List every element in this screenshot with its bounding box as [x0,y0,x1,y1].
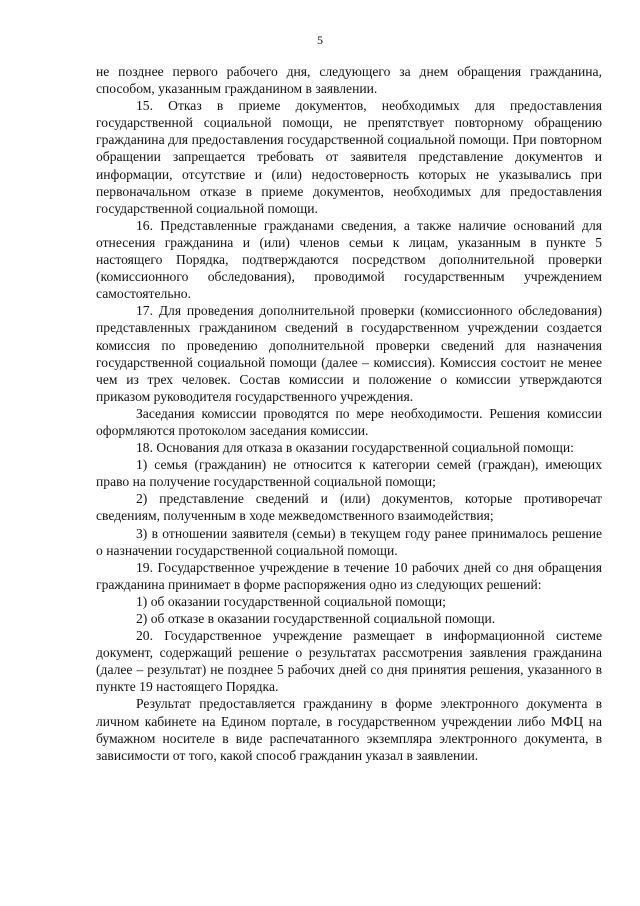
document-body [96,63,602,764]
paragraph-18: 18. Основания для отказа в оказании государственной социальной помощи: [136,440,574,456]
paragraph-19: 19. Государственное учреждение в течение 10 рабочих дней со дня обращения гражданина принимает в форме распоряжения одно из следующих решений: [96,559,602,592]
paragraph-18-item-3: 3) в отношении заявителя (семьи) в текущем году ранее принималось решение о назначении государственной социальной помощи. [96,525,602,558]
page-number: 5 [317,33,323,47]
paragraph-18-item-1: 1) семья (гражданин) не относится к категории семей (граждан), имеющих право на получение государственной социальной помощи; [96,457,602,490]
paragraph-19-item-1: 1) об оказании государственной социальной помощи; [136,593,446,609]
paragraph-17: 17. Для проведения дополнительной проверки (комиссионного обследования) представленных гражданином сведений в государственном учреждении создается комиссия по проведению дополнительной проверки сведений для назначения государственной социальной помощи (далее – комиссия). Комиссия состоит не менее чем из трех человек. Состав комиссии и положение о комиссии утверждаются приказом руководителя государственного учреждения. [96,303,602,404]
paragraph-17-commission-meetings: Заседания комиссии проводятся по мере необходимости. Решения комиссии оформляются протоколом заседания комиссии. [96,405,602,438]
paragraph-continuation: не позднее первого рабочего дня, следующего за днем обращения гражданина, способом, указанным гражданином в заявлении. [96,64,602,97]
paragraph-19-item-2: 2) об отказе в оказании государственной социальной помощи. [136,611,496,626]
paragraph-20-result: Результат предоставляется гражданину в форме электронного документа в личном кабинете на Едином портале, в государственном учреждении либо МФЦ на бумажном носителе в виде распечатанного экземпляра электронного документа, в зависимости от того, какой способ гражданин указал в заявлении. [96,696,602,763]
paragraph-15: 15. Отказ в приеме документов, необходимых для предоставления государственной социальной помощи, не препятствует повторному обращению гражданина для предоставления государственной социальной помощи. При повторном обращении запрещается требовать от заявителя представление документов и информации, отсутствие и (или) недостоверность которых не указывались при первоначальном отказе в приеме документов, необходимых для предоставления государственной социальной помощи. [96,98,602,216]
paragraph-18-item-2: 2) представление сведений и (или) документов, которые противоречат сведениям, полученным в ходе межведомственного взаимодействия; [96,491,602,524]
paragraph-20: 20. Государственное учреждение размещает в информационной системе документ, содержащий решение о результатах рассмотрения заявления гражданина (далее – результат) не позднее 5 рабочих дней со дня принятия решения, указанного в пункте 19 настоящего Порядка. [96,628,602,695]
paragraph-16: 16. Представленные гражданами сведения, а также наличие оснований для отнесения гражданина и (или) членов семьи к лицам, указанным в пункте 5 настоящего Порядка, подтверждаются посредством дополнительной проверки (комиссионного обследования), проводимой государственным учреждением самостоятельно. [96,217,602,302]
